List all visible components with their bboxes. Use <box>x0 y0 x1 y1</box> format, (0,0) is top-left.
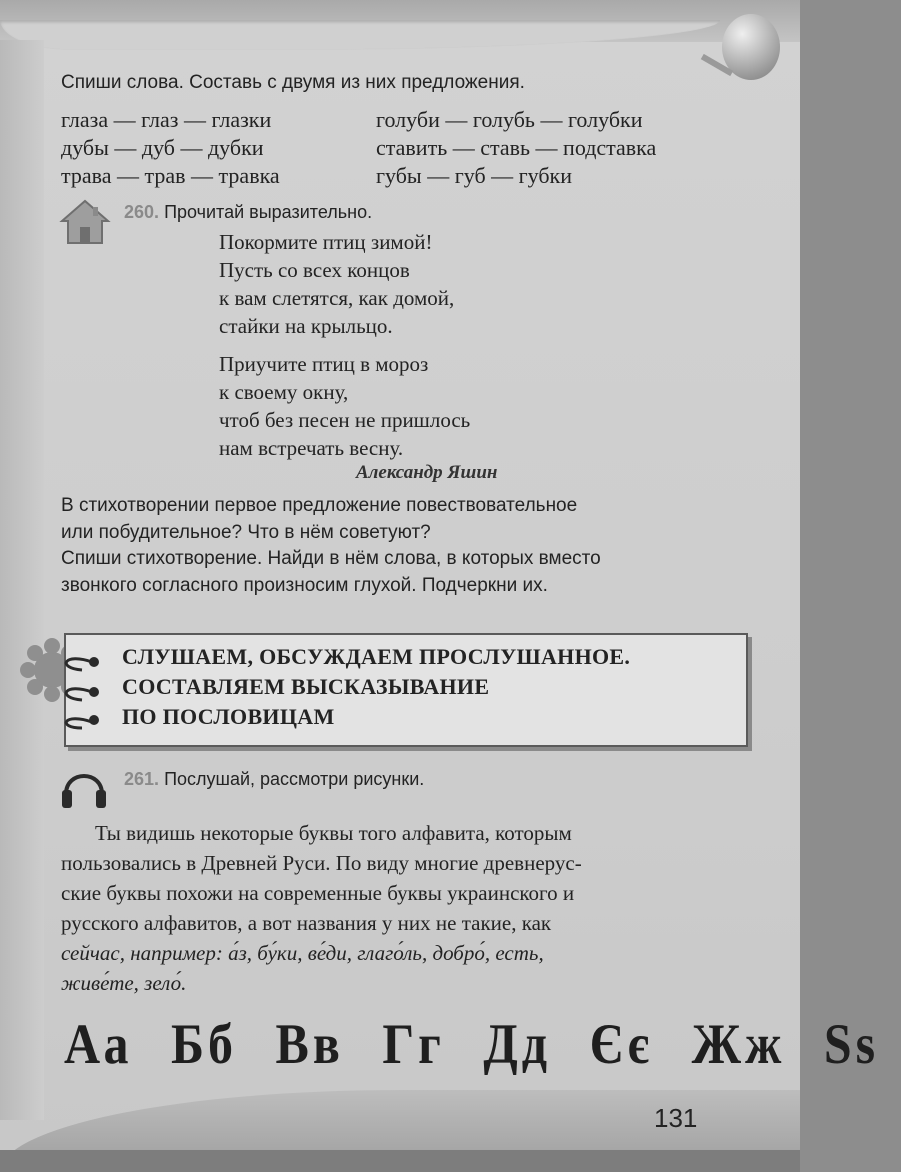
word-row: губы — губ — губки <box>376 163 573 188</box>
poem-stanza-1 <box>219 228 454 340</box>
story-line: сейчас, например: а́з, бу́ки, ве́ди, глаго́ль, добро́, есть, <box>61 941 544 965</box>
poem-line: к вам слетятся, как домой, <box>219 286 455 310</box>
poem-line: Пусть со всех концов <box>219 258 410 282</box>
exercise-260 <box>124 202 372 223</box>
old-alphabet-letters <box>64 1010 901 1077</box>
story-line-text: Ты видишь некоторые буквы того алфавита, которым <box>95 821 572 845</box>
story-line: русского алфавитов, а вот названия у них не такие, как <box>61 911 552 935</box>
exercise-task: Прочитай выразительно. <box>164 202 373 222</box>
question-paragraph <box>61 492 731 546</box>
headphones-icon <box>60 764 108 810</box>
text-line: звонкого согласного произносим глухой. Подчеркни их. <box>61 575 548 596</box>
left-page-shade <box>0 40 44 1120</box>
poem-line: стайки на крыльцо. <box>219 314 393 338</box>
poem-stanza-2 <box>219 350 470 462</box>
house-icon <box>60 197 110 245</box>
old-letter: Жж <box>691 1011 786 1076</box>
story-line <box>61 818 731 848</box>
old-letter: Ѕѕ <box>823 1011 880 1076</box>
poem-line: Приучите птиц в мороз <box>219 352 429 376</box>
heading-line: СЛУШАЕМ, ОБСУЖДАЕМ ПРОСЛУШАННОЕ. <box>122 644 631 669</box>
old-letter: Аа <box>64 1011 133 1076</box>
exercise-261 <box>124 769 424 790</box>
text-line: Спиши стихотворение. Найди в нём слова, в которых вместо <box>61 548 601 569</box>
bottom-strip <box>0 1150 800 1172</box>
poem-author: Александр Яшин <box>356 462 498 483</box>
story-line: живе́те, зело́. <box>61 971 187 995</box>
old-letter: Дд <box>483 1011 552 1076</box>
word-row: трава — трав — травка <box>61 163 280 188</box>
section-heading <box>122 642 630 732</box>
word-row: голуби — голубь — голубки <box>376 107 643 132</box>
exercise-task: Послушай, рассмотри рисунки. <box>164 769 425 789</box>
binder-rings-icon <box>52 648 112 728</box>
story-line: пользовались в Древней Руси. По виду многие древнерус- <box>61 851 582 875</box>
word-list-left <box>61 106 280 190</box>
word-row: ставить — ставь — подставка <box>376 135 657 160</box>
heading-line: ПО ПОСЛОВИЦАМ <box>122 704 335 729</box>
heading-line: СОСТАВЛЯЕМ ВЫСКАЗЫВАНИЕ <box>122 674 490 699</box>
old-letter: Вв <box>275 1011 344 1076</box>
poem-line: к своему окну, <box>219 380 349 404</box>
word-list-right <box>376 106 656 190</box>
text-line: В стихотворении первое предложение повествовательное <box>61 495 578 516</box>
poem-line: чтоб без песен не пришлось <box>219 408 471 432</box>
text-line: или побудительное? Что в нём советуют? <box>61 522 431 543</box>
old-letter: Гг <box>382 1011 445 1076</box>
story-line: ские буквы похожи на современные буквы украинского и <box>61 881 575 905</box>
exercise-number: 261. <box>124 769 160 789</box>
instruction-text: Спиши слова. Составь с двумя из них предложения. <box>61 72 525 93</box>
poem-line: Покормите птиц зимой! <box>219 230 433 254</box>
page-number: 131 <box>654 1103 698 1133</box>
old-letter: Бб <box>170 1011 238 1076</box>
word-row: глаза — глаз — глазки <box>61 107 272 132</box>
poem-line: нам встречать весну. <box>219 436 404 460</box>
story-paragraph <box>61 818 731 998</box>
word-row: дубы — дуб — дубки <box>61 135 264 160</box>
old-letter: Єє <box>589 1011 654 1076</box>
task-paragraph <box>61 545 731 599</box>
exercise-number: 260. <box>124 202 160 222</box>
